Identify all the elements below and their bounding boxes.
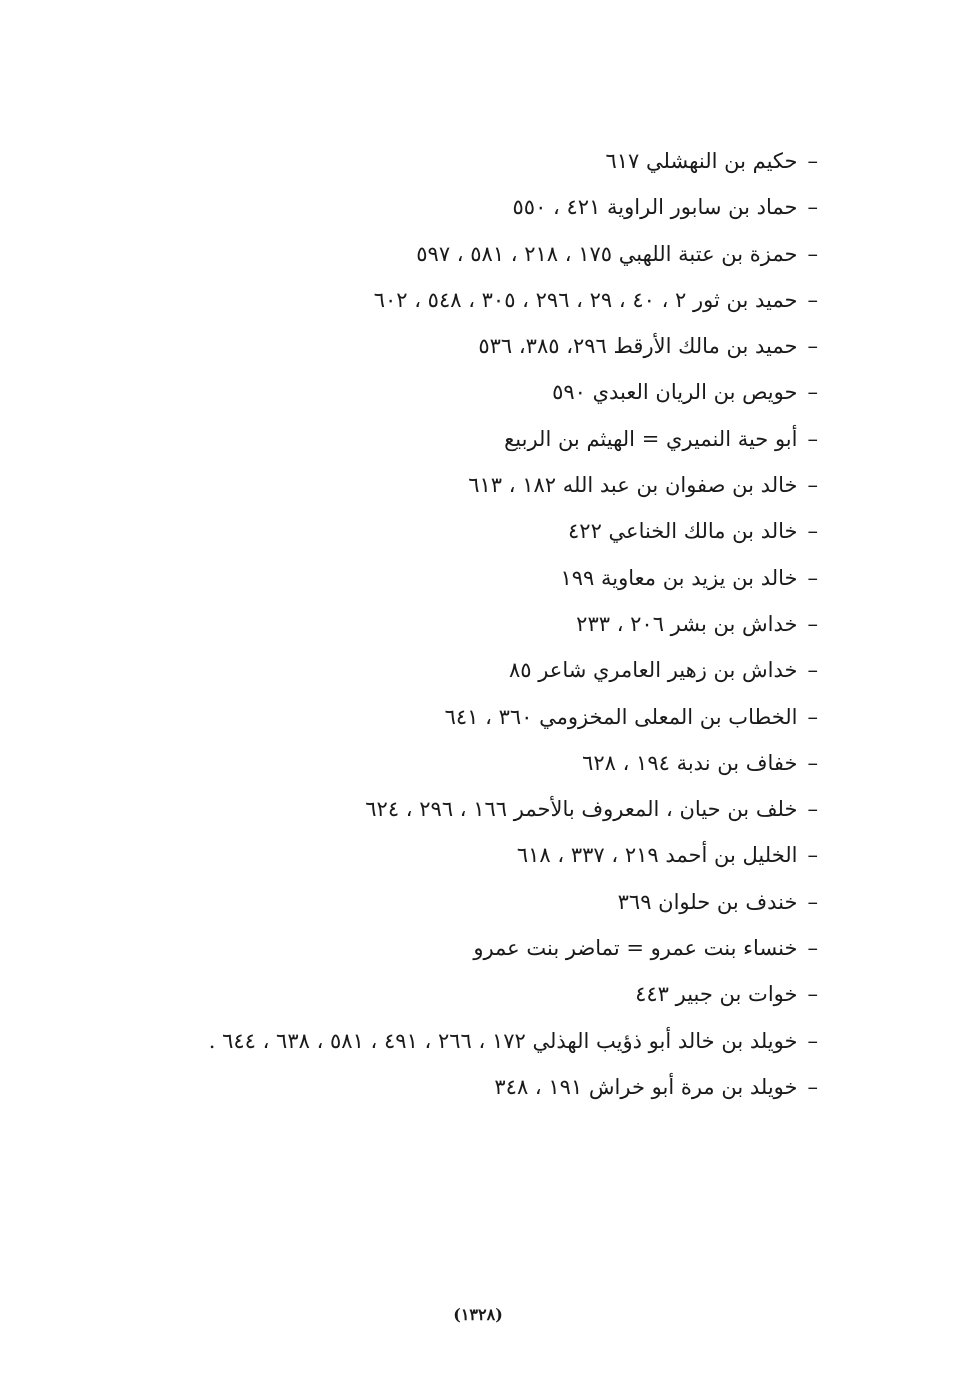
entry-text: خفاف بن ندبة ١٩٤ ، ٦٢٨ — [582, 750, 798, 775]
index-entry — [100, 971, 818, 1017]
index-entry — [100, 832, 818, 878]
index-entry — [100, 694, 818, 740]
index-entry — [100, 462, 818, 508]
index-entry — [100, 1064, 818, 1110]
entry-dash: – — [807, 241, 818, 266]
index-entry — [100, 1018, 818, 1064]
entry-dash: – — [807, 843, 818, 868]
entry-text: الخطاب بن المعلى المخزومي ٣٦٠ ، ٦٤١ — [444, 704, 798, 729]
entry-text: خالد بن يزيد بن معاوية ١٩٩ — [560, 565, 798, 590]
index-entry — [100, 508, 818, 554]
entry-text: خنساء بنت عمرو = تماضر بنت عمرو — [473, 936, 798, 961]
index-entry — [100, 138, 818, 184]
index-entry — [100, 416, 818, 462]
entry-text: حكيم بن النهشلي ٦١٧ — [605, 149, 798, 173]
index-entry — [100, 231, 818, 277]
entry-text: حويص بن الريان العبدي ٥٩٠ — [552, 380, 798, 405]
entry-dash: – — [807, 334, 818, 359]
entry-text: حمزة بن عتبة اللهبي ١٧٥ ، ٢١٨ ، ٥٨١ ، ٥٩٧ — [416, 241, 798, 266]
entry-dash: – — [807, 936, 818, 961]
entry-dash: – — [807, 565, 818, 590]
entry-text: خندف بن حلوان ٣٦٩ — [617, 889, 798, 914]
index-entry — [100, 786, 818, 832]
entry-text: خداش بن بشر ٢٠٦ ، ٢٣٣ — [576, 611, 798, 636]
entry-dash: – — [807, 658, 818, 683]
entry-text: حماد بن سابور الراوية ٤٢١ ، ٥٥٠ — [512, 195, 798, 220]
entry-text: خويلد بن خالد أبو ذؤيب الهذلي ١٧٢ ، ٢٦٦ ، ٤٩١ ، ٥٨١ ، ٦٣٨ ، ٦٤٤ . — [208, 1028, 798, 1053]
entry-dash: – — [807, 611, 818, 636]
entry-text: خالد بن صفوان بن عبد الله ١٨٢ ، ٦١٣ — [468, 473, 798, 498]
index-entry — [100, 925, 818, 971]
entry-dash: – — [807, 1074, 818, 1099]
index-entry — [100, 647, 818, 693]
entry-dash: – — [807, 750, 818, 775]
entry-text: خالد بن مالك الخناعي ٤٢٢ — [568, 519, 798, 544]
entry-dash: – — [807, 426, 818, 451]
entry-dash: – — [807, 889, 818, 914]
entry-text: أبو حية النميري = الهيثم بن الربيع — [504, 426, 798, 451]
entry-text: خلف بن حيان ، المعروف بالأحمر ١٦٦ ، ٢٩٦ ، ٦٢٤ — [365, 797, 798, 822]
entry-text: الخليل بن أحمد ٢١٩ ، ٣٣٧ ، ٦١٨ — [516, 843, 798, 868]
index-entry — [100, 323, 818, 369]
entry-dash: – — [807, 473, 818, 498]
index-entry — [100, 369, 818, 415]
entry-dash: – — [807, 380, 818, 405]
entry-dash: – — [807, 195, 818, 220]
entry-dash: – — [807, 1028, 818, 1053]
index-entry — [100, 277, 818, 323]
index-entry — [100, 601, 818, 647]
index-entry — [100, 555, 818, 601]
page-number: (١٣٢٨) — [453, 1305, 503, 1324]
entry-text: حميد بن مالك الأرقط ٢٩٦، ٣٨٥، ٥٣٦ — [478, 334, 798, 359]
entry-text: حميد بن ثور ٢ ، ٤٠ ، ٢٩ ، ٢٩٦ ، ٣٠٥ ، ٥٤٨ ، ٦٠٢ — [373, 287, 798, 312]
entry-dash: – — [807, 287, 818, 312]
index-entry — [100, 740, 818, 786]
entry-dash: – — [807, 982, 818, 1007]
index-entry — [100, 184, 818, 230]
entry-dash: – — [807, 519, 818, 544]
index-entry — [100, 879, 818, 925]
entry-text: خوات بن جبير ٤٤٣ — [635, 982, 798, 1007]
index-entry-list — [100, 138, 818, 1110]
entry-dash: – — [807, 149, 818, 173]
entry-text: خداش بن زهير العامري شاعر ٨٥ — [508, 658, 798, 683]
entry-dash: – — [807, 704, 818, 729]
entry-text: خويلد بن مرة أبو خراش ١٩١ ، ٣٤٨ — [494, 1074, 798, 1099]
entry-dash: – — [807, 797, 818, 822]
